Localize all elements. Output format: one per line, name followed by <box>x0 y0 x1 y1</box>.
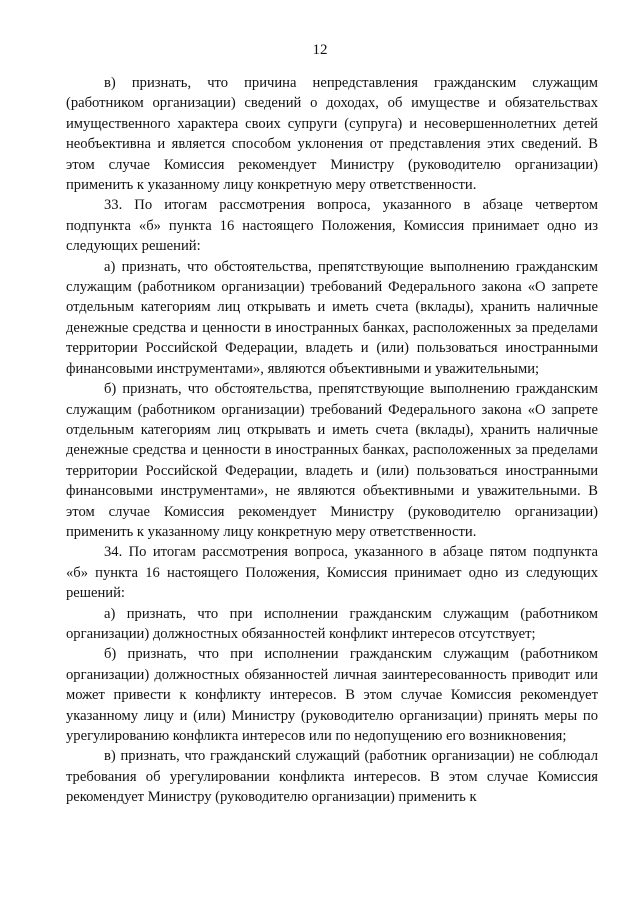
paragraph-34-a: а) признать, что при исполнении гражданским служащим (работником организации) должностных обязанностей конфликт интересов отсутствует; <box>66 605 598 642</box>
paragraph-item-v-unjustified-reason: в) признать, что причина непредставления гражданским служащим (работником организации) сведений о доходах, об имуществе и обязательствах имущественного характера своих супруги (супруга) и несовершеннолетних детей необъективна и является способом уклонения от представления этих сведений. В этом случае Комиссия рекомендует Министру (руководителю организации) применить к указанному лицу конкретную меру ответственности. <box>66 75 598 194</box>
paragraph-33-intro: 33. По итогам рассмотрения вопроса, указанного в абзаце четвертом подпункта «б» пункта 16 настоящего Положения, Комиссия принимает одно из следующих решений: <box>66 197 598 255</box>
paragraph-34-b: б) признать, что при исполнении гражданским служащим (работником организации) должностных обязанностей личная заинтересованность приводит или может привести к конфликту интересов. В этом случае Комиссия рекомендует указанному лицу и (или) Министру (руководителю организации) принять меры по урегулированию конфликта интересов или по недопущению его возникновения; <box>66 646 598 744</box>
paragraph-33-a: а) признать, что обстоятельства, препятствующие выполнению гражданским служащим (работником организации) требований Федерального закона «О запрете отдельным категориям лиц открывать и иметь счета (вклады), хранить наличные денежные средства и ценности в иностранных банках, расположенных за пределами территории Российской Федерации, владеть и (или) пользоваться иностранными финансовыми инструментами», являются объективными и уважительными; <box>66 258 598 377</box>
document-body <box>66 73 598 808</box>
paragraph-34-v: в) признать, что гражданский служащий (работник организации) не соблюдал требования об урегулировании конфликта интересов. В этом случае Комиссия рекомендует Министру (руководителю организации) применить к <box>66 748 598 806</box>
page-number: 12 <box>312 42 328 58</box>
paragraph-33-b: б) признать, что обстоятельства, препятствующие выполнению гражданским служащим (работником организации) требований Федерального закона «О запрете отдельным категориям лиц открывать и иметь счета (вклады), хранить наличные денежные средства и ценности в иностранных банках, расположенных за пределами территории Российской Федерации, владеть и (или) пользоваться иностранными финансовыми инструментами», не являются объективными и уважительными. В этом случае Комиссия рекомендует Министру (руководителю организации) применить к указанному лицу конкретную меру ответственности. <box>66 381 598 540</box>
paragraph-34-intro: 34. По итогам рассмотрения вопроса, указанного в абзаце пятом подпункта «б» пункта 16 настоящего Положения, Комиссия принимает одно из следующих решений: <box>66 544 598 602</box>
